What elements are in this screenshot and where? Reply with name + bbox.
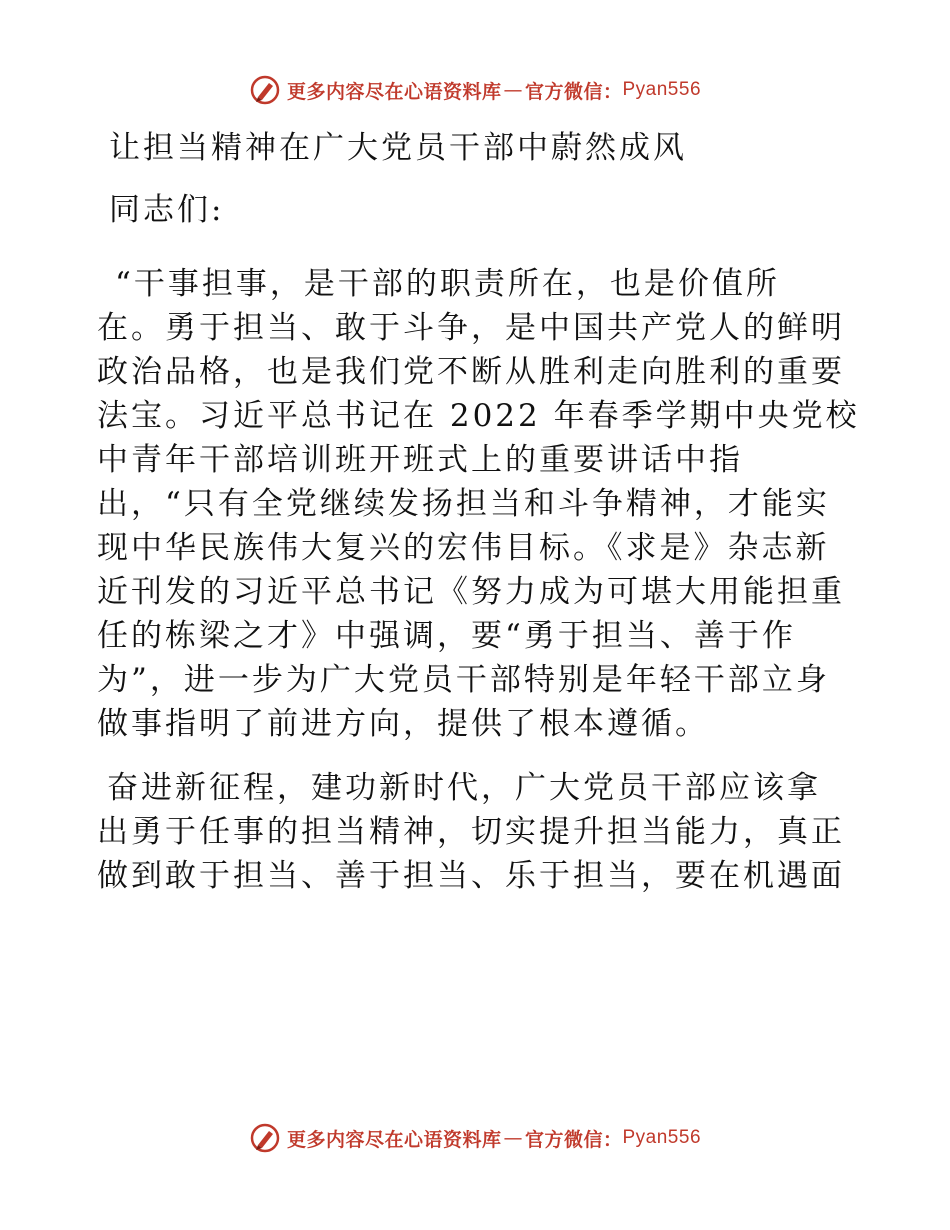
paragraph-line: 做到敢于担当、善于担当、乐于担当，要在机遇面: [97, 858, 845, 894]
watermark-wechat-label: 官方微信：: [524, 80, 623, 103]
paragraph-line: 为”，进一步为广大党员干部特别是年轻干部立身: [97, 662, 830, 698]
document-title: 让担当精神在广大党员干部中蔚然成风: [109, 130, 687, 166]
watermark-separator: —: [503, 79, 523, 101]
watermark-banner-bottom: [0, 1118, 950, 1158]
watermark-wechat-label: 官方微信：: [524, 1128, 623, 1151]
paragraph-line: 出，“只有全党继续发扬担当和斗争精神，才能实: [97, 486, 830, 522]
pen-logo-icon: [249, 1122, 281, 1154]
salutation: 同志们:: [109, 192, 225, 228]
pen-logo-icon: [249, 74, 281, 106]
paragraph-line: 近刊发的习近平总书记《努力成为可堪大用能担重: [97, 574, 845, 610]
paragraph-2: [97, 766, 857, 898]
paragraph-line: 法宝。习近平总书记在 2022 年春季学期中央党校: [97, 398, 860, 434]
paragraph-line: 做事指明了前进方向，提供了根本遵循。: [97, 706, 709, 742]
paragraph-line: 现中华民族伟大复兴的宏伟目标。《求是》杂志新: [97, 530, 830, 566]
paragraph-line: 奋进新征程，建功新时代，广大党员干部应该拿: [107, 770, 821, 806]
watermark-main-text: 更多内容尽在心语资料库: [286, 1128, 502, 1151]
paragraph-line: 中青年干部培训班开班式上的重要讲话中指: [97, 442, 743, 478]
watermark-main-text: 更多内容尽在心语资料库: [286, 80, 502, 103]
watermark-banner-top: [0, 70, 950, 110]
watermark-separator: —: [503, 1127, 523, 1149]
paragraph-line: 政治品格，也是我们党不断从胜利走向胜利的重要: [97, 354, 845, 390]
paragraph-1: [97, 262, 860, 746]
watermark-wechat-id: Pyan556: [622, 1127, 702, 1148]
paragraph-line: “干事担事，是干部的职责所在，也是价值所: [115, 266, 780, 302]
paragraph-line: 任的栋梁之才》中强调，要“勇于担当、善于作: [97, 618, 796, 654]
document-body: [97, 126, 860, 898]
paragraph-line: 出勇于任事的担当精神，切实提升担当能力，真正: [97, 814, 845, 850]
watermark-wechat-id: Pyan556: [622, 79, 702, 100]
paragraph-line: 在。勇于担当、敢于斗争，是中国共产党人的鲜明: [97, 310, 845, 346]
